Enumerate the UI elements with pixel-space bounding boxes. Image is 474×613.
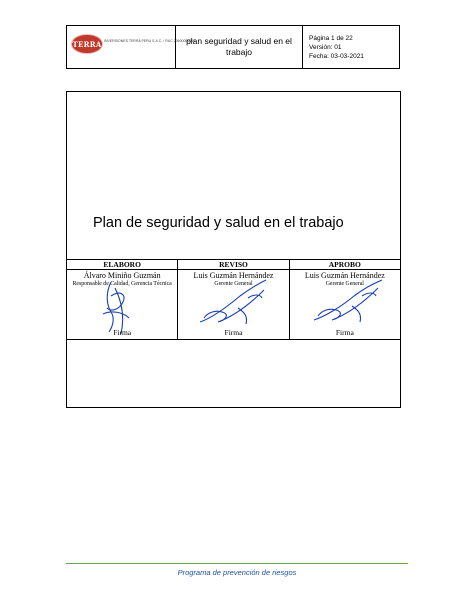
approver-role: Responsable de Calidad, Gerencia Técnica	[72, 281, 172, 287]
date: Fecha: 03-03-2021	[309, 53, 364, 60]
approval-table	[67, 259, 400, 340]
approver-role: Gerente General	[325, 281, 364, 287]
approval-heading: ELABORO	[67, 260, 177, 270]
approver-name: Luis Guzmán Hernández	[193, 271, 274, 280]
document-header	[66, 25, 400, 69]
header-title-cell	[176, 26, 303, 68]
firma-label: Firma	[335, 328, 354, 337]
company-logo	[71, 34, 103, 54]
approver-name: Luis Guzmán Hernández	[304, 271, 385, 280]
firma-label: Firma	[113, 328, 132, 337]
firma-label: Firma	[224, 328, 243, 337]
approval-column-aprobo	[290, 260, 400, 339]
footer-text: Programa de prevención de riesgos	[177, 568, 297, 577]
logo-company-name: INVERSIONES TERRA PERU S.A.C. / RUC 20600000001	[104, 39, 196, 43]
approver-role: Gerente General	[214, 281, 253, 287]
approver-name: Álvaro Miniño Guzmán	[83, 271, 161, 280]
cover-box	[66, 91, 401, 408]
approval-column-elaboro	[67, 260, 178, 339]
header-meta-cell	[303, 26, 399, 68]
document-title: Plan de seguridad y salud en el trabajo	[93, 215, 344, 231]
logo-text: TERRA	[72, 39, 102, 49]
approval-heading: REVISO	[178, 260, 288, 270]
approval-column-reviso	[178, 260, 289, 339]
version: Versión: 01	[309, 44, 342, 51]
header-title: plan seguridad y salud en el trabajo	[186, 36, 292, 57]
header-logo-cell	[67, 26, 196, 68]
page-number: Página 1 de 22	[309, 35, 353, 42]
footer-divider	[66, 563, 408, 564]
approval-heading: APROBO	[290, 260, 400, 270]
